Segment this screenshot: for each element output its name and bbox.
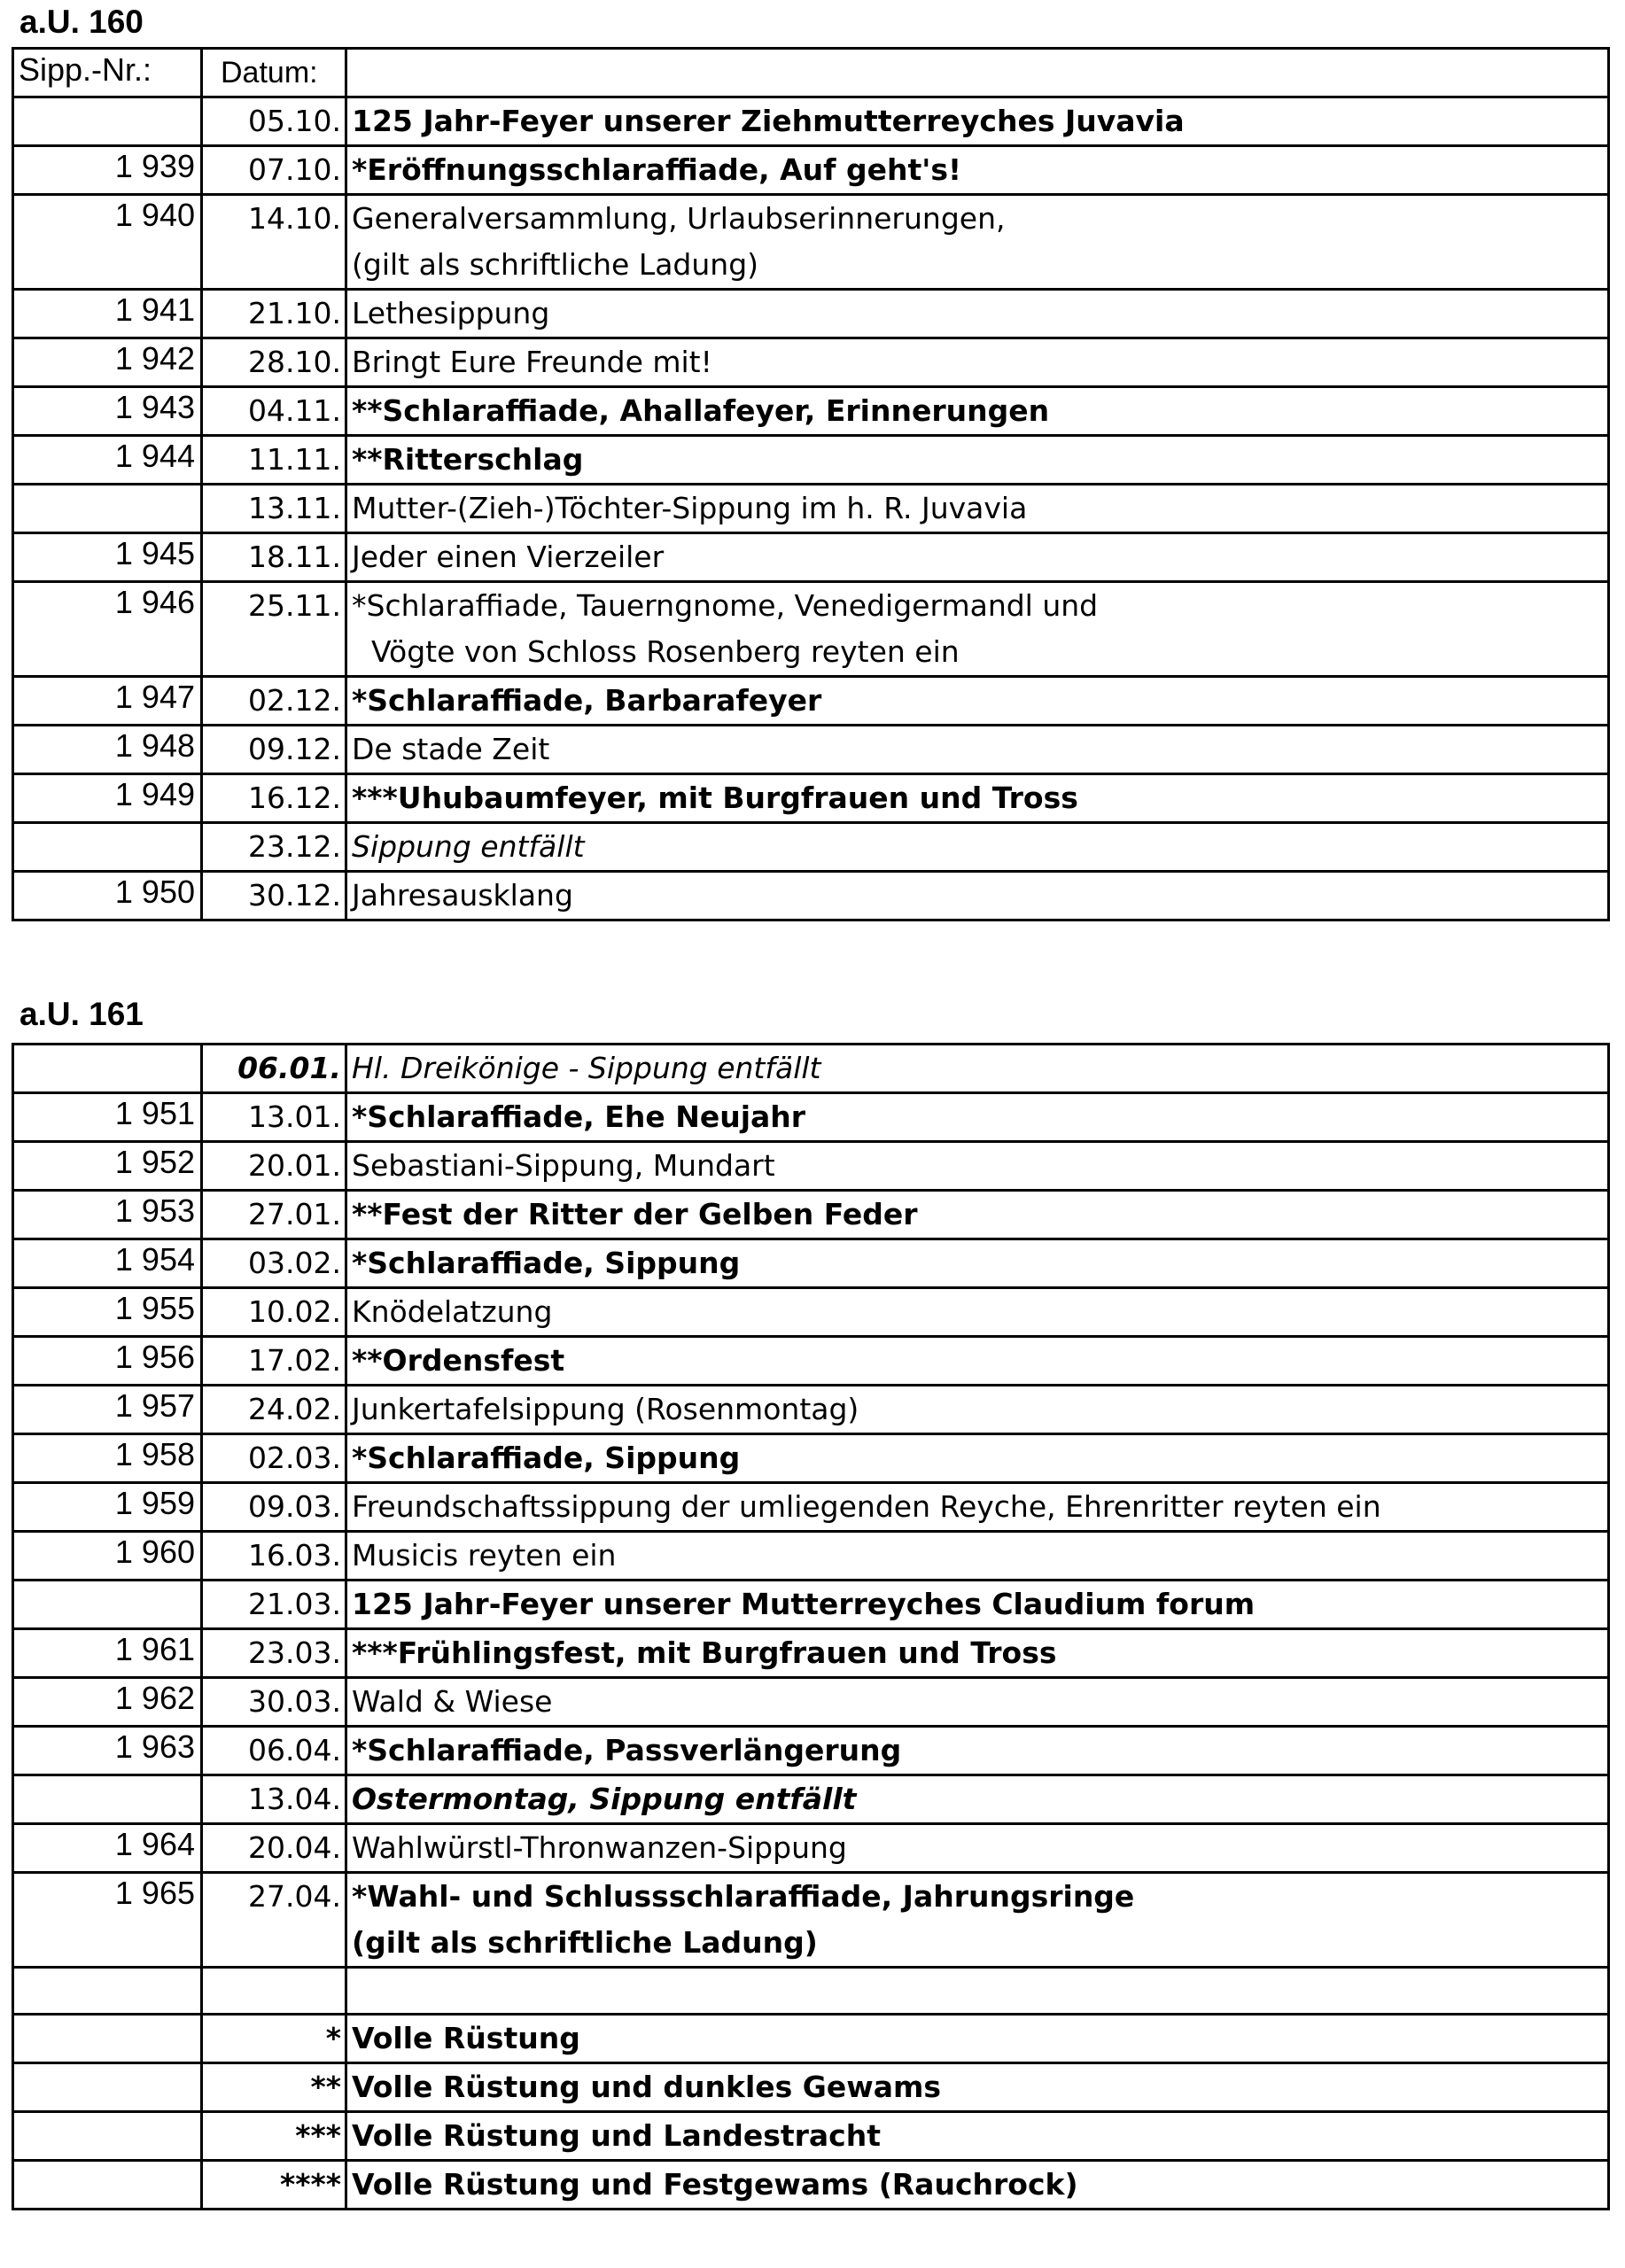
sippung-number: 1 952 — [13, 1142, 202, 1191]
table-row — [13, 1045, 1609, 1093]
event-line: 125 Jahr-Feyer unserer Mutterreyches Claudium forum — [352, 1587, 1256, 1621]
event-line: Generalversammlung, Urlaubserinnerungen, — [352, 201, 1006, 236]
sippung-event — [346, 1093, 1609, 1142]
sippung-date: 17.02. — [202, 1337, 346, 1386]
table-row — [13, 1873, 1609, 1968]
event-line: **Schlaraffiade, Ahallafeyer, Erinnerungen — [352, 393, 1050, 428]
table-row — [13, 146, 1609, 195]
header-date: Datum: — [202, 49, 346, 97]
legend-row — [13, 2015, 1609, 2063]
sippung-date: 03.02. — [202, 1239, 346, 1288]
event-line: ***Uhubaumfeyer, mit Burgfrauen und Tross — [352, 781, 1078, 815]
table-row — [13, 726, 1609, 774]
sippung-event — [346, 97, 1609, 146]
event-line: Bringt Eure Freunde mit! — [352, 345, 712, 379]
sippung-event — [346, 338, 1609, 387]
event-line: De stade Zeit — [352, 732, 550, 766]
sippung-number: 1 955 — [13, 1288, 202, 1337]
sippung-number: 1 964 — [13, 1824, 202, 1873]
sippung-date: 24.02. — [202, 1386, 346, 1434]
legend-text: Volle Rüstung — [346, 2015, 1609, 2063]
sippung-date: 30.12. — [202, 872, 346, 920]
event-line: Hl. Dreikönige - Sippung entfällt — [352, 1051, 821, 1085]
sippung-event — [346, 1142, 1609, 1191]
event-line: Musicis reyten ein — [352, 1538, 617, 1573]
table-row — [13, 533, 1609, 582]
sippung-date: 30.03. — [202, 1678, 346, 1727]
sippung-number: 1 959 — [13, 1483, 202, 1532]
sippung-event — [346, 726, 1609, 774]
sippung-number: 1 958 — [13, 1434, 202, 1483]
sippung-date: 18.11. — [202, 533, 346, 582]
event-line: *Schlaraffiade, Tauerngnome, Venedigermandl und — [352, 588, 1099, 623]
table-row — [13, 436, 1609, 485]
event-line: *Schlaraffiade, Sippung — [352, 1441, 741, 1475]
legend-empty-cell — [13, 2063, 202, 2112]
table-row — [13, 1678, 1609, 1727]
event-line: *Schlaraffiade, Sippung — [352, 1246, 741, 1280]
legend-row — [13, 2112, 1609, 2161]
sippung-event — [346, 1678, 1609, 1727]
legend-row — [13, 2161, 1609, 2210]
sippung-event — [346, 1191, 1609, 1239]
table-row — [13, 1824, 1609, 1873]
table-row — [13, 338, 1609, 387]
event-line: Sebastiani-Sippung, Mundart — [352, 1148, 775, 1183]
sippung-number: 1 948 — [13, 726, 202, 774]
table-row — [13, 582, 1609, 677]
event-line: Junkertafelsippung (Rosenmontag) — [352, 1392, 859, 1426]
sippung-event — [346, 387, 1609, 436]
legend-symbol: ** — [202, 2063, 346, 2112]
sippung-number: 1 957 — [13, 1386, 202, 1434]
sippung-date: 14.10. — [202, 195, 346, 290]
sippung-event — [346, 1873, 1609, 1968]
sippung-date: 11.11. — [202, 436, 346, 485]
table-row — [13, 1434, 1609, 1483]
sippung-number: 1 963 — [13, 1727, 202, 1775]
sippung-date: 02.12. — [202, 677, 346, 726]
legend-text: Volle Rüstung und dunkles Gewams — [346, 2063, 1609, 2112]
schedule-table-au161 — [12, 1043, 1610, 2210]
header-nr: Sipp.-Nr.: — [13, 49, 202, 97]
event-line-2: (gilt als schriftliche Ladung) — [352, 1925, 818, 1960]
sippung-date: 16.12. — [202, 774, 346, 823]
event-line: *Wahl- und Schlussschlaraffiade, Jahrungsringe — [352, 1879, 1135, 1914]
legend-symbol: *** — [202, 2112, 346, 2161]
sippung-event — [346, 1824, 1609, 1873]
legend-empty-cell — [13, 2112, 202, 2161]
sippung-number: 1 944 — [13, 436, 202, 485]
sippung-event — [346, 1581, 1609, 1629]
sippung-number: 1 951 — [13, 1093, 202, 1142]
sippung-event — [346, 1629, 1609, 1678]
sippung-event — [346, 1386, 1609, 1434]
sippung-date: 21.10. — [202, 290, 346, 338]
event-line: *Eröffnungsschlaraffiade, Auf geht's! — [352, 152, 962, 187]
event-line: Freundschaftssippung der umliegenden Reyche, Ehrenritter reyten ein — [352, 1489, 1381, 1524]
table-row — [13, 387, 1609, 436]
sippung-number: 1 950 — [13, 872, 202, 920]
table-row — [13, 1239, 1609, 1288]
sippung-number: 1 939 — [13, 146, 202, 195]
sippung-event — [346, 1775, 1609, 1824]
event-line: Ostermontag, Sippung entfällt — [352, 1782, 857, 1816]
sippung-number: 1 949 — [13, 774, 202, 823]
sippung-date: 27.01. — [202, 1191, 346, 1239]
table-header-row — [13, 49, 1609, 97]
sippung-event — [346, 485, 1609, 533]
table-row — [13, 872, 1609, 920]
event-line: *Schlaraffiade, Passverlängerung — [352, 1733, 902, 1767]
sippung-date: 21.03. — [202, 1581, 346, 1629]
sippung-date: 09.12. — [202, 726, 346, 774]
event-line: Jeder einen Vierzeiler — [352, 540, 665, 574]
legend-row — [13, 2063, 1609, 2112]
sippung-date: 20.01. — [202, 1142, 346, 1191]
event-line: ***Frühlingsfest, mit Burgfrauen und Tross — [352, 1635, 1057, 1670]
event-line: **Fest der Ritter der Gelben Feder — [352, 1197, 918, 1231]
sippung-number — [13, 1045, 202, 1093]
sippung-event — [346, 1434, 1609, 1483]
sippung-event — [346, 290, 1609, 338]
sippung-event — [346, 195, 1609, 290]
sippung-number: 1 965 — [13, 1873, 202, 1968]
event-line: Lethesippung — [352, 296, 550, 330]
event-line: *Schlaraffiade, Barbarafeyer — [352, 683, 822, 718]
event-line-2: (gilt als schriftliche Ladung) — [352, 247, 759, 282]
legend-symbol: **** — [202, 2161, 346, 2210]
event-line: Knödelatzung — [352, 1294, 553, 1329]
sippung-date: 13.11. — [202, 485, 346, 533]
sippung-number — [13, 1775, 202, 1824]
table-row — [13, 195, 1609, 290]
table-row — [13, 1727, 1609, 1775]
table-row — [13, 1191, 1609, 1239]
event-line: Sippung entfällt — [352, 829, 585, 864]
sippung-date: 25.11. — [202, 582, 346, 677]
table-row — [13, 97, 1609, 146]
sippung-event — [346, 1532, 1609, 1581]
sippung-date: 13.01. — [202, 1093, 346, 1142]
empty-cell — [202, 1968, 346, 2015]
legend-empty-cell — [13, 2161, 202, 2210]
sippung-number: 1 940 — [13, 195, 202, 290]
table-row — [13, 1093, 1609, 1142]
legend-symbol: * — [202, 2015, 346, 2063]
event-line: *Schlaraffiade, Ehe Neujahr — [352, 1099, 806, 1134]
table-row — [13, 290, 1609, 338]
sippung-date: 07.10. — [202, 146, 346, 195]
event-line: Wahlwürstl-Thronwanzen-Sippung — [352, 1830, 847, 1865]
sippung-event — [346, 146, 1609, 195]
sippung-event — [346, 436, 1609, 485]
event-line-2: Vögte von Schloss Rosenberg reyten ein — [371, 634, 960, 669]
event-line: 125 Jahr-Feyer unserer Ziehmutterreyches Juvavia — [352, 104, 1185, 138]
sippung-date: 09.03. — [202, 1483, 346, 1532]
sippung-number — [13, 97, 202, 146]
section-title-au160: a.U. 160 — [19, 4, 144, 40]
sippung-number: 1 956 — [13, 1337, 202, 1386]
sippung-event — [346, 1045, 1609, 1093]
sippung-number — [13, 485, 202, 533]
table-row — [13, 774, 1609, 823]
sippung-date: 23.12. — [202, 823, 346, 872]
sippung-date: 06.01. — [202, 1045, 346, 1093]
event-line: Mutter-(Zieh-)Töchter-Sippung im h. R. Juvavia — [352, 491, 1028, 525]
sippung-event — [346, 1337, 1609, 1386]
sippung-event — [346, 1483, 1609, 1532]
table-row — [13, 1337, 1609, 1386]
sippung-number: 1 945 — [13, 533, 202, 582]
sippung-number: 1 946 — [13, 582, 202, 677]
sippung-event — [346, 533, 1609, 582]
sippung-date: 28.10. — [202, 338, 346, 387]
sippung-date: 04.11. — [202, 387, 346, 436]
table-row — [13, 1386, 1609, 1434]
table-row — [13, 1483, 1609, 1532]
empty-cell — [346, 1968, 1609, 2015]
sippung-number: 1 960 — [13, 1532, 202, 1581]
sippung-date: 02.03. — [202, 1434, 346, 1483]
empty-row — [13, 1968, 1609, 2015]
table-row — [13, 1288, 1609, 1337]
section-title-au161: a.U. 161 — [19, 996, 144, 1032]
sippung-event — [346, 823, 1609, 872]
legend-empty-cell — [13, 2015, 202, 2063]
table-row — [13, 1532, 1609, 1581]
sippung-date: 10.02. — [202, 1288, 346, 1337]
table-row — [13, 823, 1609, 872]
sippung-number: 1 943 — [13, 387, 202, 436]
table-row — [13, 1775, 1609, 1824]
sippung-event — [346, 872, 1609, 920]
empty-cell — [13, 1968, 202, 2015]
sippung-date: 05.10. — [202, 97, 346, 146]
sippung-event — [346, 1239, 1609, 1288]
sippung-event — [346, 677, 1609, 726]
sippung-number: 1 941 — [13, 290, 202, 338]
sippung-date: 23.03. — [202, 1629, 346, 1678]
sippung-number: 1 942 — [13, 338, 202, 387]
sippung-number: 1 954 — [13, 1239, 202, 1288]
sippung-number: 1 953 — [13, 1191, 202, 1239]
sippung-date: 06.04. — [202, 1727, 346, 1775]
sippung-date: 13.04. — [202, 1775, 346, 1824]
legend-text: Volle Rüstung und Landestracht — [346, 2112, 1609, 2161]
table-row — [13, 1142, 1609, 1191]
sippung-number — [13, 1581, 202, 1629]
event-line: **Ordensfest — [352, 1343, 565, 1378]
table-row — [13, 1629, 1609, 1678]
sippung-event — [346, 774, 1609, 823]
sippung-event — [346, 1727, 1609, 1775]
sippung-date: 27.04. — [202, 1873, 346, 1968]
event-line: Wald & Wiese — [352, 1684, 553, 1719]
sippung-number: 1 962 — [13, 1678, 202, 1727]
sippung-event — [346, 582, 1609, 677]
sippung-number: 1 947 — [13, 677, 202, 726]
sippung-number — [13, 823, 202, 872]
schedule-table-au160 — [12, 47, 1610, 921]
event-line: Jahresausklang — [352, 878, 573, 913]
event-line: **Ritterschlag — [352, 442, 584, 477]
sippung-number: 1 961 — [13, 1629, 202, 1678]
table-row — [13, 677, 1609, 726]
sippung-event — [346, 1288, 1609, 1337]
sippung-date: 16.03. — [202, 1532, 346, 1581]
table-row — [13, 1581, 1609, 1629]
legend-text: Volle Rüstung und Festgewams (Rauchrock) — [346, 2161, 1609, 2210]
sippung-date: 20.04. — [202, 1824, 346, 1873]
header-event — [346, 49, 1609, 97]
table-row — [13, 485, 1609, 533]
